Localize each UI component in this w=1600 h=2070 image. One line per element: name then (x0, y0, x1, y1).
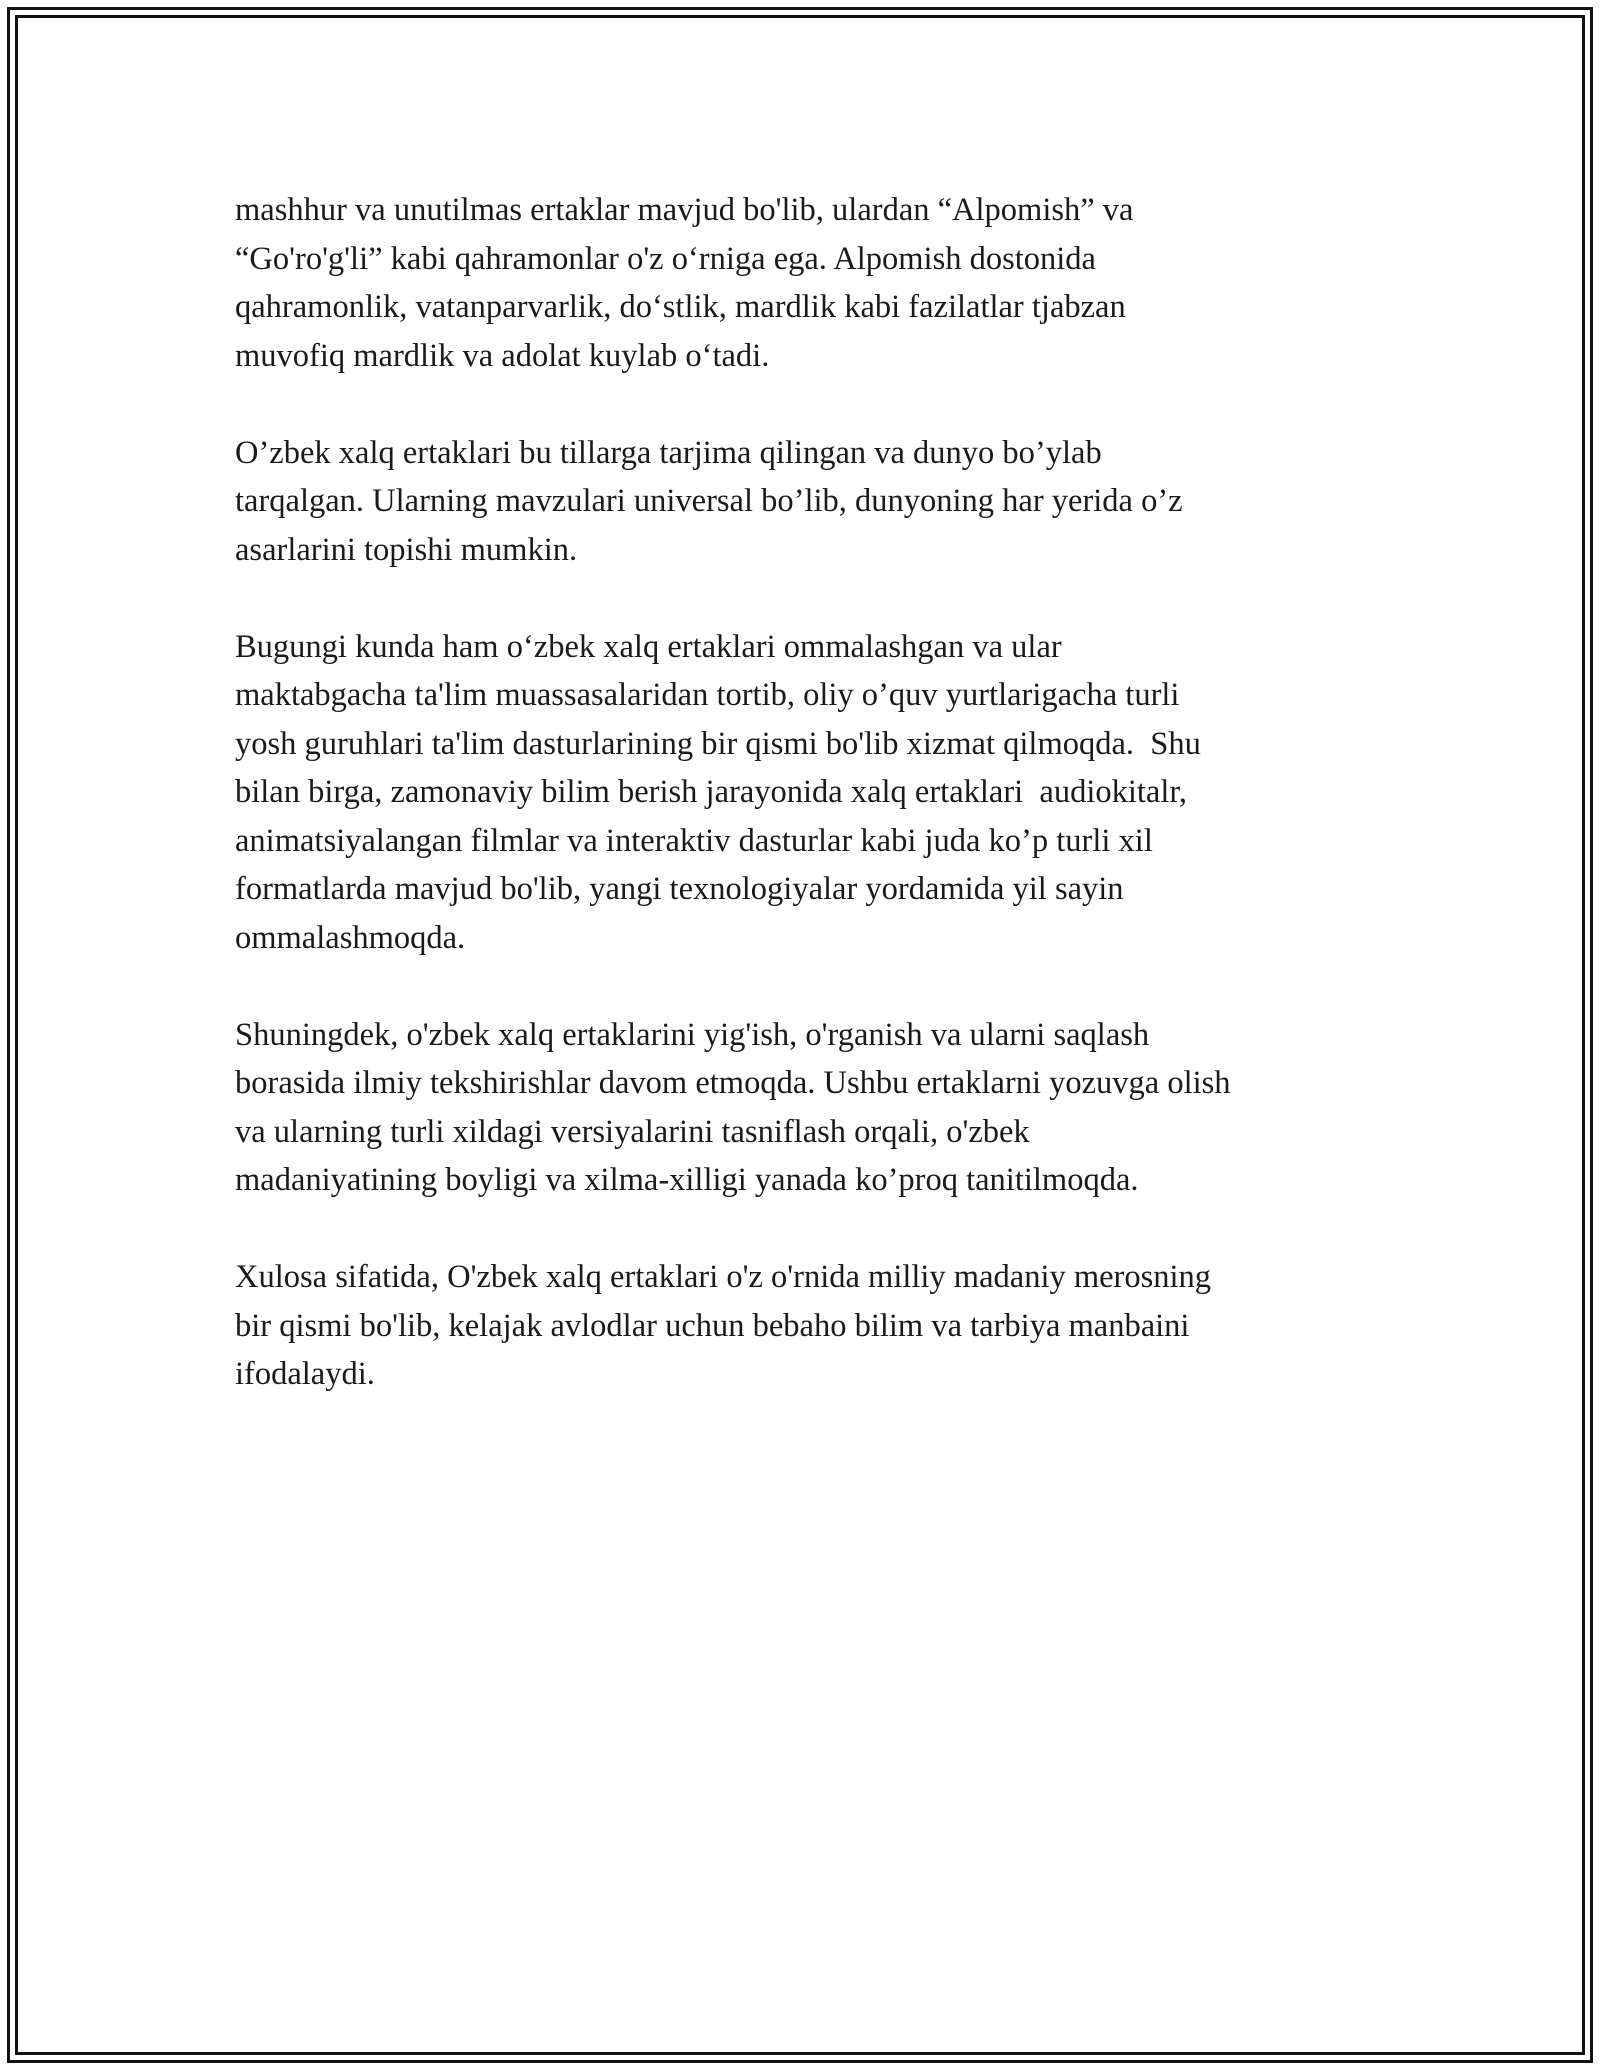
text-line: tarqalgan. Ularning mavzulari universal bo’lib, dunyoning har yerida o’z (235, 483, 1183, 519)
text-line: Xulosa sifatida, O'zbek xalq ertaklari o'z o'rnida milliy madaniy merosning (235, 1259, 1212, 1295)
text-line: bilan birga, zamonaviy bilim berish jarayonida xalq ertaklari audiokitalr, (235, 774, 1188, 810)
text-line: Shuningdek, o'zbek xalq ertaklarini yig'ish, o'rganish va ularni saqlash (235, 1016, 1150, 1053)
paragraph-alpomish (235, 186, 1370, 380)
text-line: formatlarda mavjud bo'lib, yangi texnologiyalar yordamida yil sayin (235, 871, 1124, 907)
document-body (235, 186, 1370, 1447)
text-line: yosh guruhlari ta'lim dasturlarining bir qismi bo'lib xizmat qilmoqda. Shu (235, 725, 1201, 762)
text-line: “Go'ro'g'li” kabi qahramonlar o'z o‘rniga ega. Alpomish dostonida (235, 240, 1096, 277)
text-line: borasida ilmiy tekshirishlar davom etmoqda. Ushbu ertaklarni yozuvga olish (235, 1065, 1231, 1101)
text-line: va ularning turli xildagi versiyalarini tasniflash orqali, o'zbek (235, 1113, 1030, 1150)
paragraph-modern-use (235, 623, 1370, 963)
paragraph-conclusion (235, 1253, 1370, 1399)
text-line: muvofiq mardlik va adolat kuylab o‘tadi. (235, 337, 770, 374)
text-line: maktabgacha ta'lim muassasalaridan tortib, oliy o’quv yurtlarigacha turli (235, 677, 1180, 713)
text-line: ommalashmoqda. (235, 919, 466, 956)
paragraph-research (235, 1011, 1370, 1205)
text-line: animatsiyalangan filmlar va interaktiv dasturlar kabi juda ko’p turli xil (235, 822, 1153, 859)
text-line: mashhur va unutilmas ertaklar mavjud bo'lib, ulardan “Alpomish” va (235, 192, 1134, 228)
text-line: asarlarini topishi mumkin. (235, 531, 578, 568)
text-line: O’zbek xalq ertaklari bu tillarga tarjima qilingan va dunyo bo’ylab (235, 434, 1102, 471)
paragraph-translations (235, 429, 1370, 575)
text-line: Bugungi kunda ham o‘zbek xalq ertaklari ommalashgan va ular (235, 628, 1062, 665)
text-line: qahramonlik, vatanparvarlik, do‘stlik, mardlik kabi fazilatlar tjabzan (235, 289, 1126, 325)
text-line: bir qismi bo'lib, kelajak avlodlar uchun bebaho bilim va tarbiya manbaini (235, 1307, 1190, 1344)
text-line: ifodalaydi. (235, 1356, 375, 1392)
text-line: madaniyatining boyligi va xilma-xilligi yanada ko’proq tanitilmoqda. (235, 1162, 1139, 1198)
